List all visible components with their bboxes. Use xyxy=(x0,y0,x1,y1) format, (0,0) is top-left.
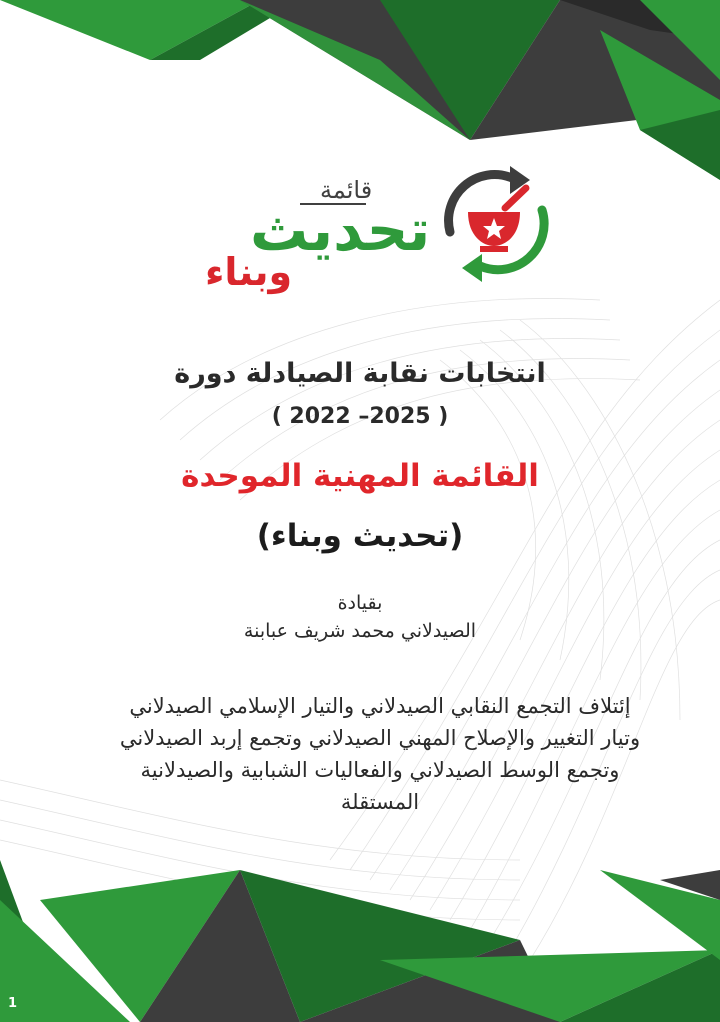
logo-main-word: تحديث xyxy=(250,196,431,264)
election-term: ( 2022 –2025 ) xyxy=(271,404,449,429)
logo-secondary-word: وبناء xyxy=(205,250,293,294)
list-slogan: (تحديث وبناء) xyxy=(256,518,464,554)
logo-list-word: قائمة xyxy=(320,176,373,204)
coalition-text: إئتلاف التجمع النقابي الصيدلاني والتيار الإسلامي الصيدلاني وتيار التغيير والإصلاح المهني الصيدلاني وتجمع إربد الصيدلاني وتجمع الوسط الصيدلاني والفعاليات الشبابية والصيدلانية المستقلة xyxy=(119,694,641,814)
page-number: 1 xyxy=(8,996,18,1011)
led-by-label: بقيادة xyxy=(337,592,383,614)
list-name: القائمة المهنية الموحدة xyxy=(181,458,539,494)
leader-name: الصيدلاني محمد شريف عبابنة xyxy=(243,620,477,642)
election-title: انتخابات نقابة الصيادلة دورة xyxy=(174,358,546,389)
